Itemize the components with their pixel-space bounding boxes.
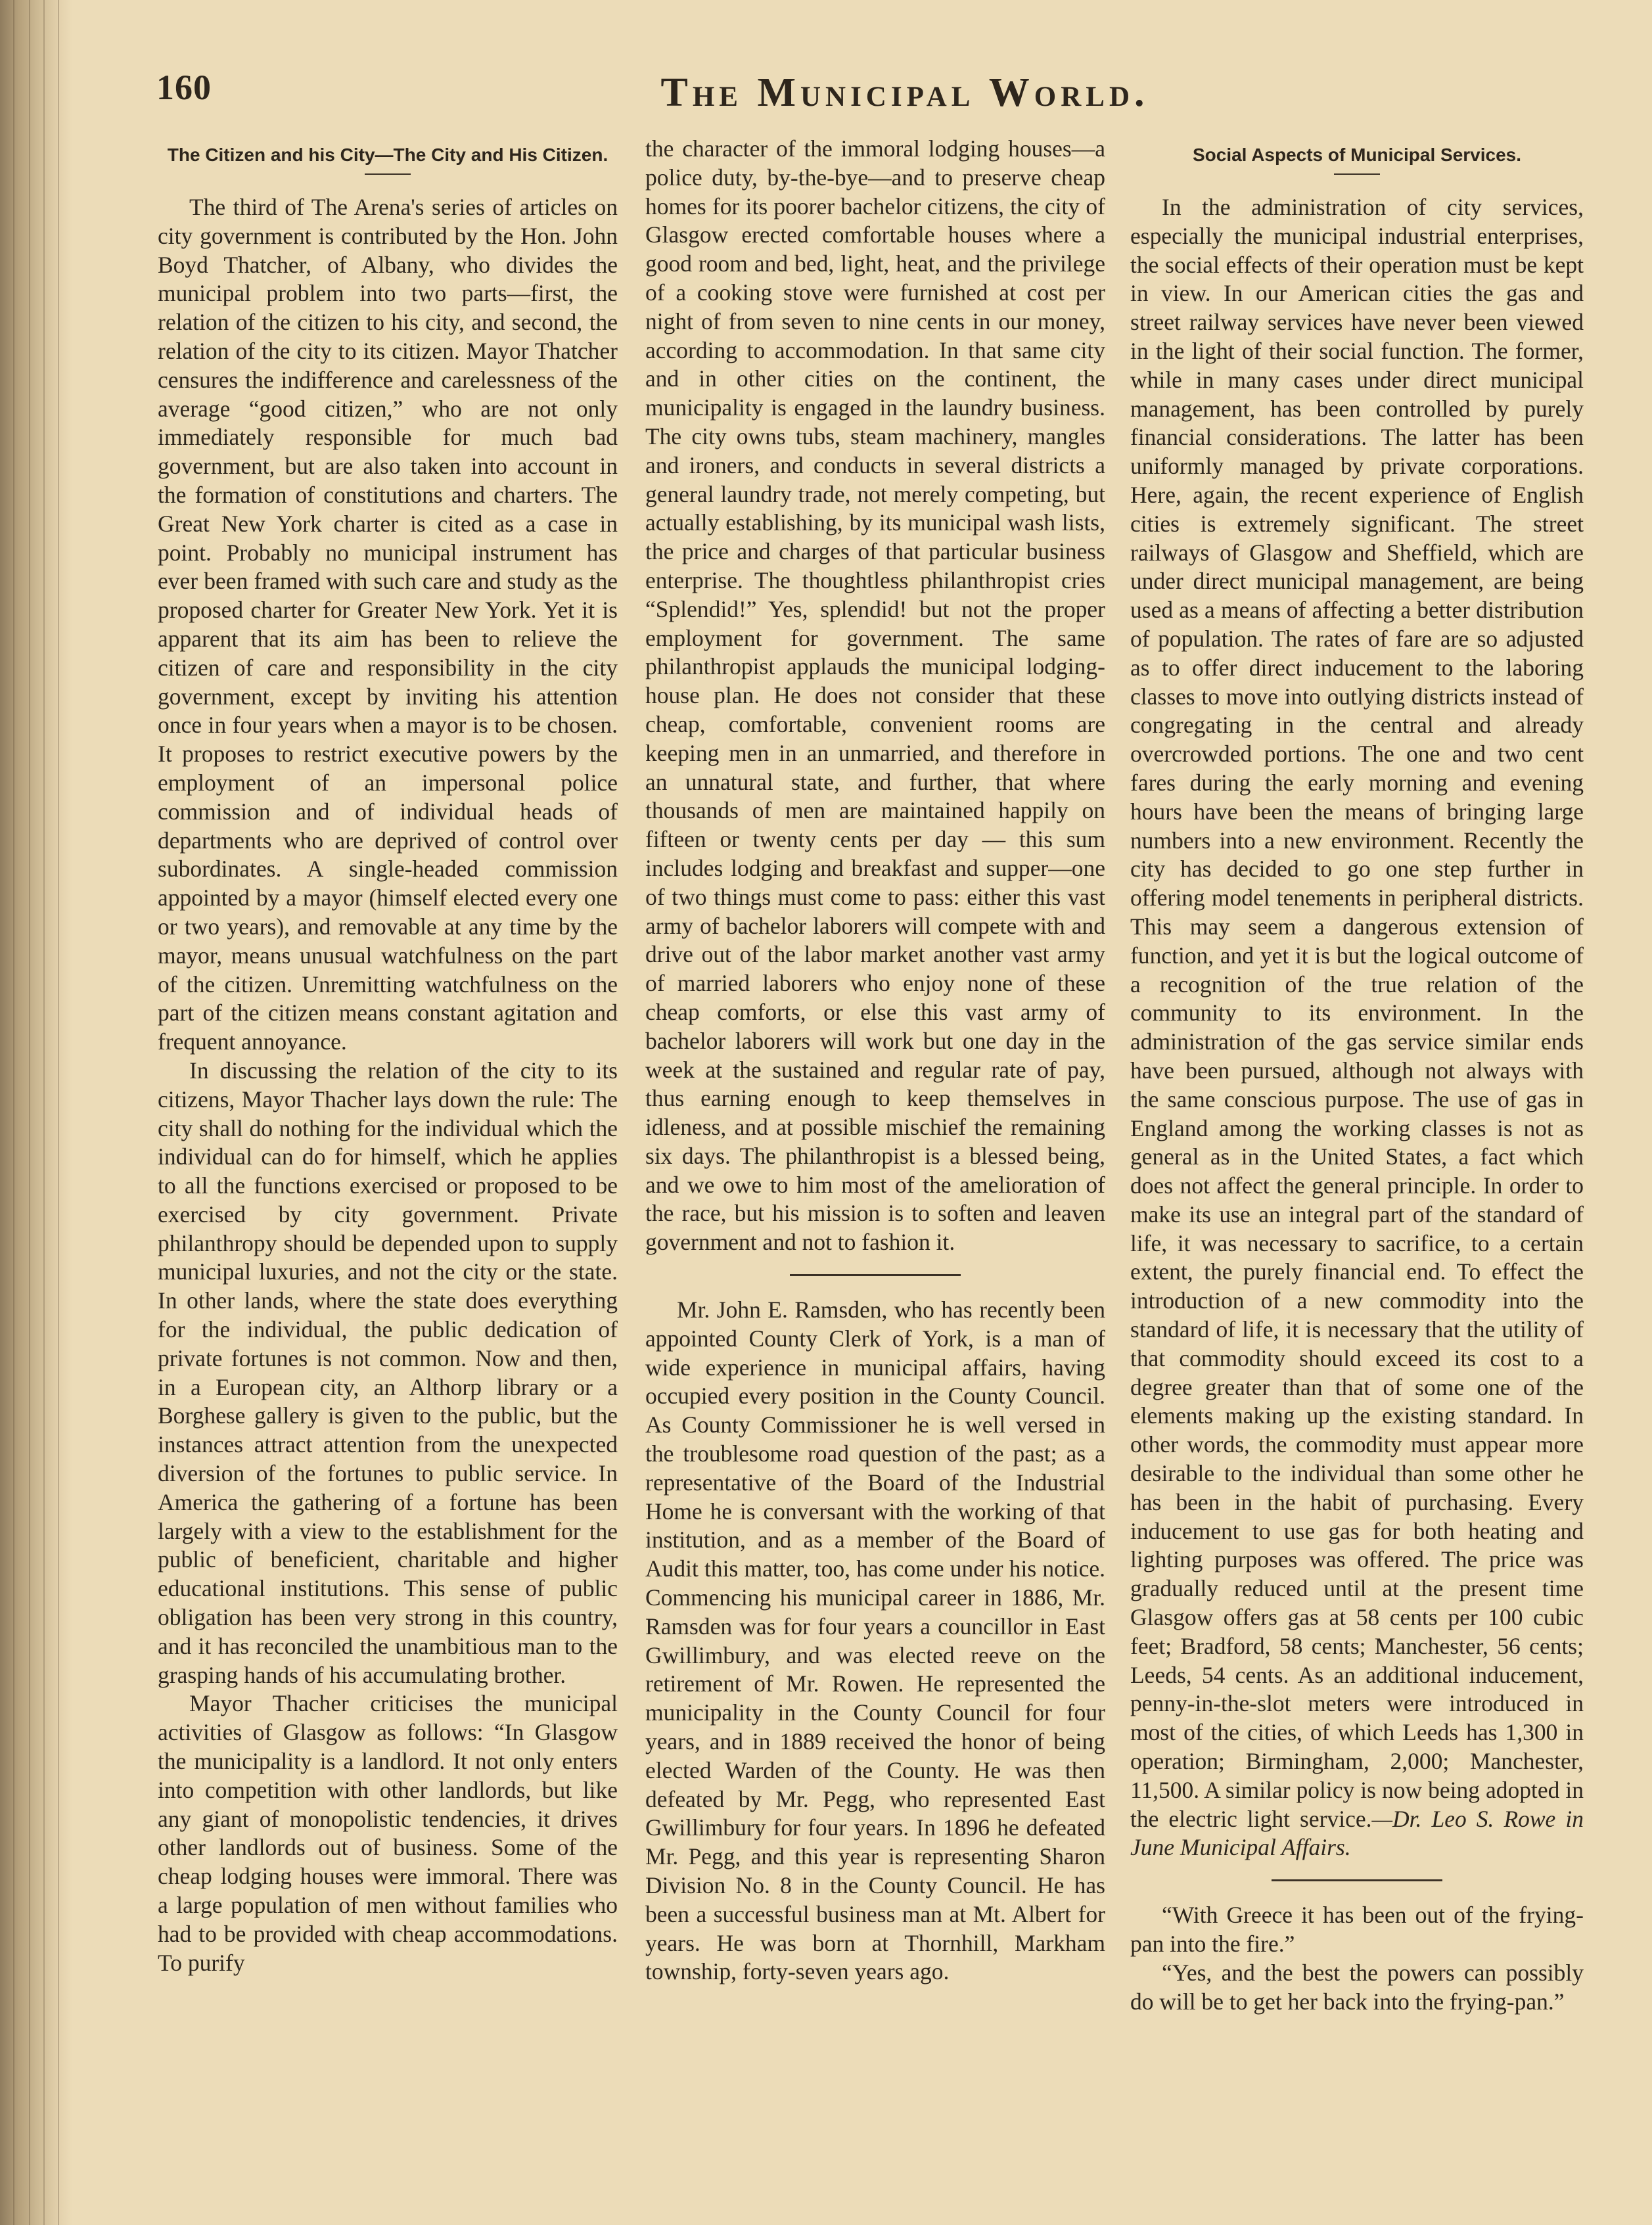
binding-line <box>29 0 30 2225</box>
joke-paragraph: “Yes, and the best the powers can possibly do will be to get her back into the frying-pan.” <box>1130 1959 1584 2015</box>
binding-line <box>58 0 59 2225</box>
article-paragraph-text: In the administration of city services, especially the municipal industrial enterprises, the social effects of their operation must be kept in view. In our American cities the gas and street railway services have never been viewed in the light of their social function. The former, while in many cases under direct municipal management, has been controlled by purely financial considerations. The latter has been uniformly managed by private corporations. Here, again, the recent experience of English cities is extremely significant. The street railways of Glasgow and Sheffield, which are under direct municipal management, are being used as a means of affecting a better distribution of population. The rates of fare are so adjusted as to offer direct inducement to the laboring classes to move into outlying districts instead of congregating in the central and already overcrowded portions. The one and two cent fares during the early morning and evening hours have been the means of bringing large numbers into a new environment. Recently the city has decided to go one step further in offering model tenements in peripheral districts. This may seem a dangerous extension of function, and yet it is but the logical outcome of a recognition of the true relation of the community to its environment. In the administration of the gas service similar ends have been pursued, although not always with the same conscious purpose. The use of gas in England among the working classes is not as general as in the United States, a fact which does not affect the general principle. In order to make its use an integral part of the standard of life, it was necessary to sacrifice, to a certain extent, the purely financial end. To effect the introduction of a new commodity into the standard of life, it is necessary that the utility of that commodity should exceed its cost to a degree greater than that of some one of the elements making up the existing standard. In other words, the commodity must appear more desirable to the individual than some other he has been in the habit of purchasing. Every inducement to use gas for both heating and lighting purposes was offered. The price was gradually reduced until at the present time Glasgow offers gas at 58 cents per 100 cubic feet; Bradford, 58 cents; Manchester, 56 cents; Leeds, 54 cents. As an additional inducement, penny-in-the-slot meters were introduced in most of the cities, of which Leeds has 1,300 in operation; Birmingham, 2,000; Manchester, 11,500. A similar policy is now being adopted in the electric light service. <box>1130 194 1584 1832</box>
article-signature: —Dr. Leo S. Rowe in June Municipal Affairs. <box>1130 1805 1584 1861</box>
joke-paragraph: “With Greece it has been out of the frying-pan into the fire.” <box>1130 1902 1584 1958</box>
heading-rule <box>365 173 411 175</box>
heading-rule <box>1334 173 1380 175</box>
article-paragraph: the character of the immoral lodging houses—a police duty, by-the-bye—and to preserve cheap homes for its poorer bachelor citizens, the city of Glasgow erected comfortable houses where a good room and bed, light, heat, and the privilege of a cooking stove were furnished at cost per night of from seven to nine cents in our money, according to accommodation. In that same city and in other cities on the continent, the municipality is engaged in the laundry business. The city owns tubs, steam machinery, mangles and ironers, and conducts in several districts a general laundry trade, not merely competing, but actually establishing, by its municipal wash lists, the price and charges of that particular business enterprise. The thoughtless philanthropist cries “Splendid!” Yes, splendid! but not the proper employment for government. The same philanthropist applauds the municipal lodging-house plan. He does not consider that these cheap, comfortable, convenient rooms are keeping men in an unmarried, and therefore in an unnatural state, and further, that where thousands of men are maintained happily on fifteen or twenty cents per day — this sum includes lodging and breakfast and supper—one of two things must come to pass: either this vast army of bachelor laborers will compete with and drive out of the labor market another vast army of married laborers who enjoy none of these cheap comforts, or else this vast army of bachelor laborers will work but one day in the week at the sustained and regular rate of pay, thus earning enough to keep themselves in idleness, and at possible mischief the remaining six days. The philanthropist is a blessed being, and we owe to him most of the amelioration of the race, but his mission is to soften and leaven government and not to fashion it. <box>645 135 1105 1256</box>
section-rule <box>1272 1879 1442 1881</box>
column-left <box>158 135 618 1977</box>
article-paragraph: The third of The Arena's series of articles on city government is contributed by the Hon. John Boyd Thatcher, of Albany, who divides the municipal problem into two parts—first, the relation of the citizen to his city, and second, the relation of the city to its citizen. Mayor Thatcher censures the indifference and carelessness of the average “good citizen,” who are not only immediately responsible for much bad government, but are also taken into account in the formation of constitutions and charters. The Great New York charter is cited as a case in point. Probably no municipal instrument has ever been framed with such care and study as the proposed charter for Greater New York. Yet it is apparent that its aim has been to relieve the citizen of care and responsibility in the city government, except by inviting his attention once in four years when a mayor is to be chosen. It proposes to restrict executive powers by the employment of an impersonal police commission and of individual heads of departments who are deprived of control over subordinates. A single-headed commission appointed by a mayor (himself elected every one or two years), and removable at any time by the mayor, means unusual watchfulness on the part of the citizen. Unremitting watchfulness on the part of the citizen means constant agitation and frequent annoyance. <box>158 194 618 1055</box>
section-rule <box>790 1274 961 1276</box>
running-head: The Municipal World. <box>660 70 1149 115</box>
column-right <box>1130 135 1584 2016</box>
binding-line <box>13 0 14 2225</box>
article-paragraph <box>1130 193 1584 1862</box>
page-number: 160 <box>156 68 212 107</box>
article-heading: Social Aspects of Municipal Services. <box>1192 145 1522 165</box>
binding-line <box>43 0 45 2225</box>
column-middle <box>645 135 1105 1986</box>
article-paragraph: In discussing the relation of the city to its citizens, Mayor Thacher lays down the rule: The city shall do nothing for the individual which the individual can do for himself, which he applies to all the functions exercised or proposed to be exercised by city government. Private philanthropy should be depended upon to supply municipal luxuries, and not the city or the state. In other lands, where the state does everything for the individual, the public dedication of private fortunes is not common. Now and then, in a European city, an Althorp library or a Borghese gallery is given to the public, but the instances attract attention from the unexpected diversion of the fortunes to public service. In America the gathering of a fortune has been largely with a view to the establishment for the public of beneficient, charitable and higher educational institutions. This sense of public obligation has been very strong in this country, and it has reconciled the unambitious man to the grasping hands of his accumulating brother. <box>158 1057 618 1688</box>
article-paragraph: Mr. John E. Ramsden, who has recently been appointed County Clerk of York, is a man of wide experience in municipal affairs, having occupied every position in the County Council. As County Commissioner he is well versed in the troublesome road question of the past; as a representative of the Board of the Industrial Home he is conversant with the working of that institution, and as a member of the Board of Audit this matter, too, has come under his notice. Commencing his municipal career in 1886, Mr. Ramsden was for four years a councillor in East Gwillimbury, and was elected reeve on the retirement of Mr. Rowen. He represented the municipality in the County Council for four years, and in 1889 received the honor of being elected Warden of the County. He was then defeated by Mr. Pegg, who represented East Gwillimbury for four years. In 1896 he defeated Mr. Pegg, and this year is representing Sharon Division No. 8 in the County Council. He has been a successful business man at Mt. Albert for years. He was born at Thornhill, Markham township, forty-seven years ago. <box>645 1296 1105 1985</box>
article-heading: The Citizen and his City—The City and His Citizen. <box>167 145 608 165</box>
page-binding-shadow <box>0 0 72 2225</box>
article-paragraph: Mayor Thacher criticises the municipal activities of Glasgow as follows: “In Glasgow the municipality is a landlord. It not only enters into competition with other landlords, but like any giant of monopolistic tendencies, it drives other landlords out of business. Some of the cheap lodging houses were immoral. There was a large population of men without families who had to be provided with cheap accommodations. To purify <box>158 1690 618 1976</box>
